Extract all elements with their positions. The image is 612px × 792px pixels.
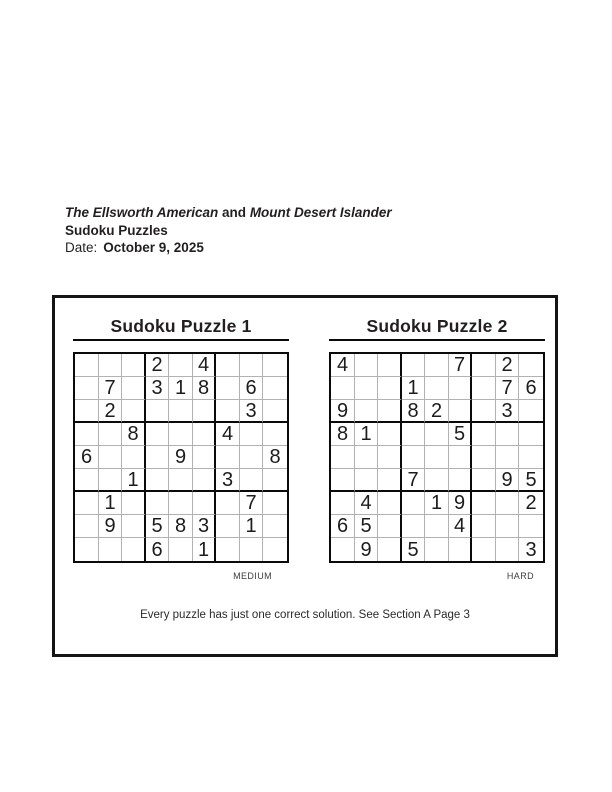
sudoku-empty-cell xyxy=(146,423,170,446)
sudoku-empty-cell xyxy=(472,423,496,446)
sudoku-given-cell: 5 xyxy=(146,515,170,538)
sudoku-empty-cell xyxy=(425,469,449,492)
sudoku-empty-cell xyxy=(519,446,543,469)
sudoku-empty-cell xyxy=(355,469,379,492)
sudoku-empty-cell xyxy=(193,423,217,446)
sudoku-empty-cell xyxy=(449,377,473,400)
sudoku-given-cell: 4 xyxy=(331,354,355,377)
sudoku-empty-cell xyxy=(122,492,146,515)
sudoku-empty-cell xyxy=(425,515,449,538)
sudoku-empty-cell xyxy=(169,538,193,561)
sudoku-empty-cell xyxy=(425,538,449,561)
sudoku-given-cell: 7 xyxy=(240,492,264,515)
sudoku-given-cell: 8 xyxy=(122,423,146,446)
sudoku-empty-cell xyxy=(146,492,170,515)
sudoku-empty-cell xyxy=(169,423,193,446)
sudoku-grid-2 xyxy=(329,352,545,563)
sudoku-empty-cell xyxy=(75,515,99,538)
sudoku-empty-cell xyxy=(75,377,99,400)
sudoku-given-cell: 8 xyxy=(402,400,426,423)
sudoku-empty-cell xyxy=(472,469,496,492)
puzzle-2-section xyxy=(329,298,545,628)
sudoku-given-cell: 7 xyxy=(449,354,473,377)
sudoku-given-cell: 5 xyxy=(449,423,473,446)
sudoku-empty-cell xyxy=(378,538,402,561)
sudoku-empty-cell xyxy=(263,538,287,561)
sudoku-given-cell: 1 xyxy=(402,377,426,400)
sudoku-empty-cell xyxy=(331,446,355,469)
sudoku-empty-cell xyxy=(378,400,402,423)
sudoku-empty-cell xyxy=(378,423,402,446)
sudoku-given-cell: 8 xyxy=(169,515,193,538)
sudoku-empty-cell xyxy=(402,354,426,377)
sudoku-given-cell: 9 xyxy=(99,515,123,538)
sudoku-empty-cell xyxy=(263,515,287,538)
sudoku-empty-cell xyxy=(449,469,473,492)
sudoku-given-cell: 3 xyxy=(146,377,170,400)
sudoku-empty-cell xyxy=(355,446,379,469)
sudoku-empty-cell xyxy=(263,377,287,400)
sudoku-empty-cell xyxy=(75,492,99,515)
solution-note: Every puzzle has just one correct solution. See Section A Page 3 xyxy=(140,609,470,621)
puzzle-1-title-underline xyxy=(73,339,289,341)
sudoku-empty-cell xyxy=(99,446,123,469)
sudoku-empty-cell xyxy=(425,354,449,377)
sudoku-given-cell: 9 xyxy=(449,492,473,515)
sudoku-given-cell: 9 xyxy=(169,446,193,469)
sudoku-empty-cell xyxy=(75,538,99,561)
sudoku-empty-cell xyxy=(263,492,287,515)
sudoku-given-cell: 3 xyxy=(240,400,264,423)
sudoku-given-cell: 6 xyxy=(146,538,170,561)
sudoku-empty-cell xyxy=(472,354,496,377)
sudoku-empty-cell xyxy=(193,492,217,515)
sudoku-given-cell: 1 xyxy=(425,492,449,515)
sudoku-given-cell: 9 xyxy=(496,469,520,492)
sudoku-empty-cell xyxy=(472,377,496,400)
puzzles-container xyxy=(52,295,558,657)
sudoku-empty-cell xyxy=(331,538,355,561)
sudoku-empty-cell xyxy=(378,446,402,469)
sudoku-empty-cell xyxy=(496,423,520,446)
sudoku-given-cell: 2 xyxy=(99,400,123,423)
document-title: Sudoku Puzzles xyxy=(65,222,168,238)
sudoku-given-cell: 4 xyxy=(216,423,240,446)
sudoku-empty-cell xyxy=(449,446,473,469)
sudoku-empty-cell xyxy=(519,354,543,377)
sudoku-given-cell: 4 xyxy=(193,354,217,377)
sudoku-given-cell: 1 xyxy=(99,492,123,515)
sudoku-empty-cell xyxy=(263,423,287,446)
sudoku-grid-1 xyxy=(73,352,289,563)
sudoku-empty-cell xyxy=(496,492,520,515)
sudoku-empty-cell xyxy=(240,446,264,469)
sudoku-given-cell: 6 xyxy=(240,377,264,400)
sudoku-empty-cell xyxy=(75,469,99,492)
sudoku-empty-cell xyxy=(216,515,240,538)
sudoku-given-cell: 4 xyxy=(449,515,473,538)
publication-name-2: Mount Desert Islander xyxy=(249,205,392,220)
sudoku-empty-cell xyxy=(263,469,287,492)
sudoku-empty-cell xyxy=(216,400,240,423)
sudoku-given-cell: 2 xyxy=(496,354,520,377)
sudoku-empty-cell xyxy=(355,377,379,400)
sudoku-empty-cell xyxy=(169,469,193,492)
sudoku-given-cell: 3 xyxy=(216,469,240,492)
sudoku-empty-cell xyxy=(75,423,99,446)
sudoku-empty-cell xyxy=(193,446,217,469)
sudoku-empty-cell xyxy=(75,400,99,423)
puzzle-1-title: Sudoku Puzzle 1 xyxy=(110,316,252,336)
date-label: Date: xyxy=(65,240,98,255)
document-header xyxy=(65,204,392,257)
sudoku-given-cell: 5 xyxy=(519,469,543,492)
sudoku-empty-cell xyxy=(263,354,287,377)
sudoku-empty-cell xyxy=(402,423,426,446)
sudoku-empty-cell xyxy=(240,423,264,446)
sudoku-empty-cell xyxy=(449,538,473,561)
puzzle-2-title: Sudoku Puzzle 2 xyxy=(366,316,508,336)
puzzle-2-title-underline xyxy=(329,339,545,341)
sudoku-empty-cell xyxy=(378,354,402,377)
sudoku-given-cell: 3 xyxy=(525,538,537,561)
sudoku-empty-cell xyxy=(75,354,99,377)
sudoku-empty-cell xyxy=(472,492,496,515)
sudoku-empty-cell xyxy=(519,515,543,538)
sudoku-given-cell: 6 xyxy=(75,446,99,469)
sudoku-empty-cell xyxy=(169,354,193,377)
date-line xyxy=(65,239,392,257)
sudoku-empty-cell xyxy=(146,400,170,423)
sudoku-empty-cell xyxy=(193,400,217,423)
sudoku-empty-cell xyxy=(519,400,543,423)
puzzle-1-difficulty-label: MEDIUM xyxy=(233,571,272,581)
sudoku-empty-cell xyxy=(472,515,496,538)
sudoku-given-cell: 3 xyxy=(496,400,520,423)
sudoku-given-cell: 1 xyxy=(169,377,193,400)
sudoku-given-cell: 2 xyxy=(425,400,449,423)
sudoku-given-cell: 5 xyxy=(402,538,426,561)
sudoku-given-cell: 1 xyxy=(193,538,217,561)
sudoku-empty-cell xyxy=(240,469,264,492)
sudoku-empty-cell xyxy=(99,469,123,492)
sudoku-empty-cell xyxy=(240,538,264,561)
sudoku-empty-cell xyxy=(216,538,240,561)
sudoku-empty-cell xyxy=(331,377,355,400)
sudoku-given-cell: 5 xyxy=(355,515,379,538)
sudoku-empty-cell xyxy=(449,400,473,423)
sudoku-empty-cell xyxy=(355,400,379,423)
sudoku-given-cell: 1 xyxy=(240,515,264,538)
publication-conjunction: and xyxy=(218,205,250,220)
sudoku-empty-cell xyxy=(122,538,146,561)
sudoku-empty-cell xyxy=(122,446,146,469)
sudoku-given-cell: 6 xyxy=(519,377,543,400)
sudoku-empty-cell xyxy=(193,469,217,492)
sudoku-empty-cell xyxy=(240,354,264,377)
puzzle-2-difficulty-label: HARD xyxy=(506,571,534,581)
sudoku-empty-cell xyxy=(99,354,123,377)
sudoku-empty-cell xyxy=(122,400,146,423)
sudoku-given-cell: 7 xyxy=(496,377,520,400)
sudoku-empty-cell xyxy=(122,515,146,538)
sudoku-given-cell: 3 xyxy=(193,515,217,538)
sudoku-empty-cell xyxy=(496,515,520,538)
sudoku-empty-cell xyxy=(472,446,496,469)
sudoku-empty-cell xyxy=(146,469,170,492)
sudoku-given-cell: 7 xyxy=(99,377,123,400)
sudoku-empty-cell xyxy=(402,515,426,538)
sudoku-empty-cell xyxy=(425,423,449,446)
sudoku-empty-cell xyxy=(378,377,402,400)
sudoku-given-cell: 6 xyxy=(331,515,355,538)
sudoku-empty-cell xyxy=(425,377,449,400)
sudoku-empty-cell xyxy=(496,446,520,469)
sudoku-empty-cell xyxy=(378,469,402,492)
sudoku-empty-cell xyxy=(122,354,146,377)
sudoku-empty-cell xyxy=(216,354,240,377)
sudoku-given-cell: 2 xyxy=(146,354,170,377)
sudoku-given-cell: 1 xyxy=(355,423,379,446)
sudoku-empty-cell xyxy=(216,446,240,469)
sudoku-empty-cell xyxy=(99,538,123,561)
sudoku-empty-cell xyxy=(169,400,193,423)
sudoku-given-cell: 2 xyxy=(519,492,543,515)
sudoku-empty-cell xyxy=(99,423,123,446)
sudoku-empty-cell xyxy=(146,446,170,469)
sudoku-given-cell: 8 xyxy=(193,377,217,400)
publication-name-1: The Ellsworth American xyxy=(65,205,219,220)
sudoku-empty-cell xyxy=(216,492,240,515)
sudoku-given-cell: 9 xyxy=(355,538,379,561)
sudoku-empty-cell xyxy=(402,492,426,515)
sudoku-empty-cell xyxy=(216,377,240,400)
sudoku-empty-cell xyxy=(169,492,193,515)
sudoku-empty-cell xyxy=(472,400,496,423)
sudoku-empty-cell xyxy=(263,400,287,423)
sudoku-empty-cell xyxy=(496,538,520,561)
sudoku-empty-cell xyxy=(425,446,449,469)
publication-line xyxy=(65,204,392,222)
sudoku-given-cell: 4 xyxy=(355,492,379,515)
sudoku-given-cell: 9 xyxy=(331,400,355,423)
sudoku-empty-cell xyxy=(378,515,402,538)
sudoku-given-cell: 1 xyxy=(122,469,146,492)
sudoku-empty-cell xyxy=(402,446,426,469)
sudoku-empty-cell xyxy=(472,538,496,561)
sudoku-empty-cell xyxy=(122,377,146,400)
sudoku-given-cell: 7 xyxy=(402,469,426,492)
puzzle-1-section xyxy=(73,298,289,628)
sudoku-given-cell: 8 xyxy=(263,446,287,469)
sudoku-empty-cell xyxy=(378,492,402,515)
date-value: October 9, 2025 xyxy=(103,240,204,255)
sudoku-empty-cell xyxy=(331,492,355,515)
sudoku-empty-cell xyxy=(331,469,355,492)
sudoku-given-cell: 8 xyxy=(331,423,355,446)
sudoku-empty-cell xyxy=(355,354,379,377)
sudoku-empty-cell xyxy=(519,423,543,446)
